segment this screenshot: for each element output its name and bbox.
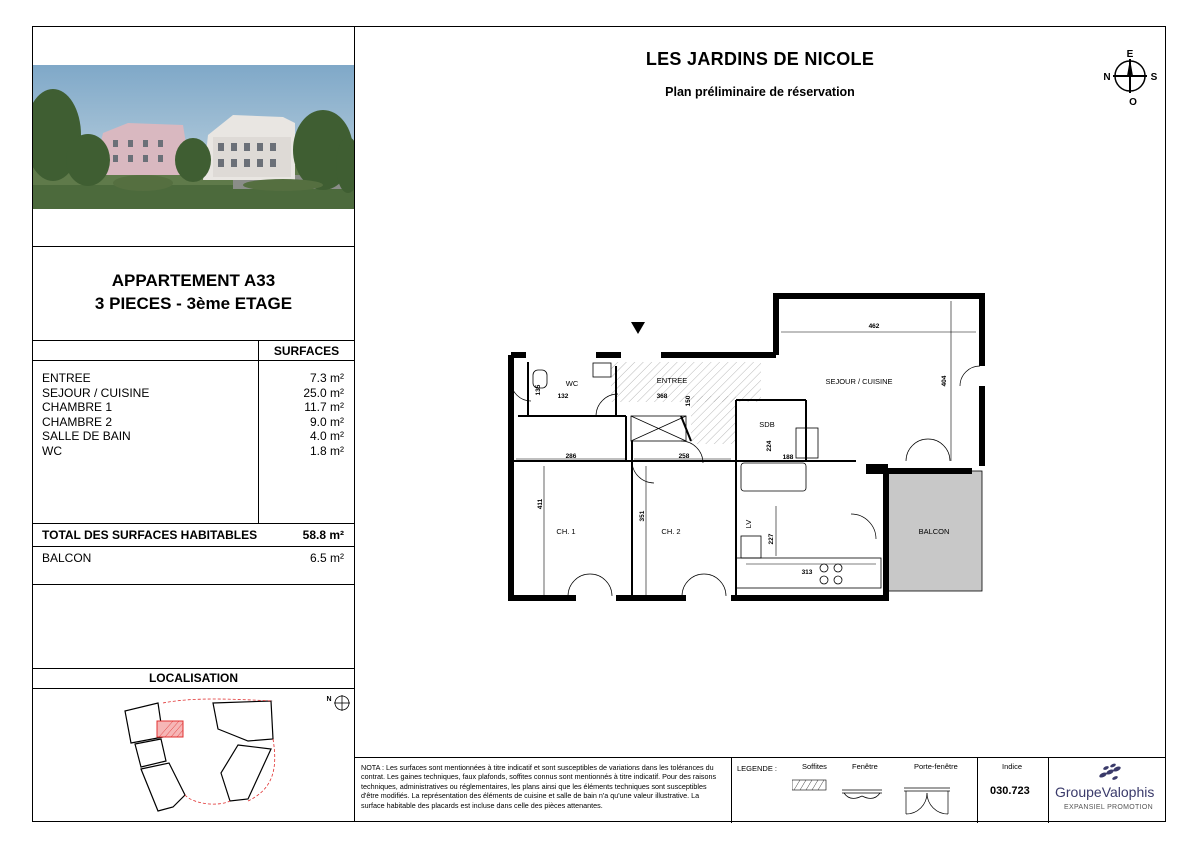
north-label: N [326, 696, 332, 703]
room-label-sejour: SEJOUR / CUISINE [825, 377, 893, 386]
dim-404: 404 [941, 375, 948, 387]
room-label-entree: ENTREE [656, 376, 688, 385]
list-item: ENTREE 7.3 m² [42, 371, 344, 385]
room-label-wc: WC [565, 379, 579, 388]
dim-286: 286 [565, 453, 577, 460]
surfaces-header: SURFACES [273, 344, 340, 358]
compass-east: S [1150, 72, 1158, 83]
entrance-arrow-icon [631, 322, 645, 334]
apartment-title [33, 269, 354, 315]
room-label-lv: LV [744, 519, 753, 529]
dim-462: 462 [868, 323, 880, 330]
dim-224: 224 [766, 440, 773, 452]
washing-machine-icon [741, 536, 761, 558]
room-label-sdb: SDB [759, 420, 775, 429]
dim-135: 135 [535, 384, 542, 396]
project-title: LES JARDINS DE NICOLE [645, 49, 875, 69]
dim-150: 150 [685, 395, 692, 407]
divider [33, 523, 354, 524]
site-location-map [33, 689, 354, 822]
dim-368: 368 [656, 393, 668, 400]
balcon-label: BALCON [42, 551, 92, 565]
dim-313: 313 [801, 569, 813, 576]
compass-north: E [1126, 49, 1134, 60]
list-item: WC 1.8 m² [42, 443, 344, 458]
french-door-symbol-icon [904, 788, 950, 814]
balcon-value: 6.5 m² [309, 551, 344, 565]
dim-351: 351 [639, 510, 646, 522]
list-item: CHAMBRE 2 9.0 m² [42, 414, 344, 429]
indice-cell [977, 758, 1049, 823]
legend-label: LEGENDE : [737, 764, 778, 773]
divider [33, 360, 354, 361]
soffite-hatch-icon [792, 780, 826, 790]
localisation-title: LOCALISATION [148, 671, 239, 685]
balcon-row [42, 551, 344, 565]
divider [33, 546, 354, 547]
logo-cell [1048, 758, 1167, 823]
divider [33, 246, 354, 247]
legal-note: NOTA : Les surfaces sont mentionnées à titre indicatif et sont susceptibles de variations dans les tolérances du contrat. Les gaines techniques, faux plafonds, soffites connus sont mentionnés à titre indicatif. Pour des raisons techniques, administratives ou réglementaires, les plans ainsi que les éléments techniques sont susceptibles d'être modifiés. La représentation des éléments de cuisine et salle de bain n'a qu'une valeur illustrative. La surface habitable des placards est incluse dans celle des pièces attenantes. [361, 763, 717, 810]
legend-soffites-label: Soffites [802, 762, 827, 771]
legend-symbols [792, 776, 972, 820]
washbasin-icon [593, 363, 611, 377]
building-rendering-image [33, 65, 354, 209]
total-value: 58.8 m² [302, 528, 344, 542]
logo-name: GroupeValophis [1055, 784, 1155, 800]
legend-porte-fenetre-label: Porte-fenêtre [914, 762, 958, 771]
list-item: SEJOUR / CUISINE 25.0 m² [42, 385, 344, 400]
dim-188: 188 [782, 454, 794, 461]
total-surface-row [42, 528, 344, 542]
divider [33, 668, 354, 669]
bathtub-icon [741, 463, 806, 491]
window-symbol-icon [842, 790, 882, 798]
list-item: SALLE DE BAIN 4.0 m² [42, 429, 344, 443]
room-label-ch2: CH. 2 [661, 527, 681, 536]
compass-south: O [1129, 97, 1137, 108]
compass-west: N [1103, 72, 1111, 83]
compass-icon [334, 695, 350, 711]
dim-132: 132 [557, 393, 569, 400]
divider [33, 584, 354, 585]
dim-411: 411 [537, 498, 544, 510]
footer-bar [355, 757, 1166, 823]
room-label-ch1: CH. 1 [556, 527, 576, 536]
apartment-number: APPARTEMENT A33 [111, 271, 276, 290]
room-label-balcon: BALCON [918, 527, 950, 536]
apartment-type-floor: 3 PIECES - 3ème ETAGE [94, 294, 293, 313]
soffite-zone [691, 396, 736, 444]
room-surface-list [42, 371, 344, 458]
indice-value: 030.723 [990, 785, 1030, 797]
plan-subtitle: Plan préliminaire de réservation [665, 85, 855, 99]
info-column [33, 27, 355, 821]
list-item: CHAMBRE 1 11.7 m² [42, 400, 344, 414]
valophis-logo-icon [1097, 763, 1123, 781]
legend-fenetre-label: Fenêtre [852, 762, 878, 771]
compass-rose-icon [1095, 39, 1165, 109]
total-label: TOTAL DES SURFACES HABITABLES [42, 528, 258, 542]
floor-plan [476, 266, 996, 606]
logo-tagline: EXPANSIEL PROMOTION [1064, 804, 1153, 811]
wall-pillar [866, 464, 888, 474]
dim-227: 227 [768, 533, 775, 545]
dim-258: 258 [678, 453, 690, 460]
indice-label: Indice [1002, 762, 1023, 771]
legend-cell [731, 758, 978, 823]
divider [33, 340, 354, 341]
